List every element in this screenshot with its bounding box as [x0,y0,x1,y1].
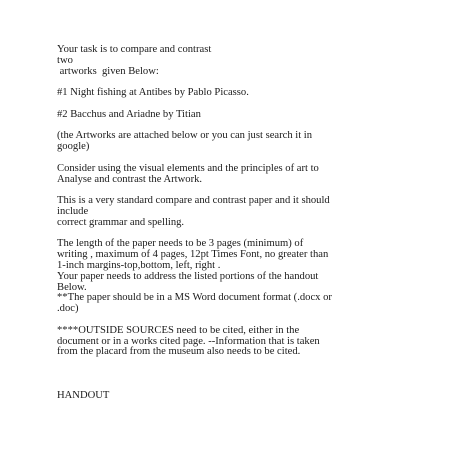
sources-line: from the placard from the museum also needs to be cited. [57,346,301,358]
sources-line: document or in a works cited page. --Information that is taken [57,335,320,347]
requirements-line: 1-inch margins-top,bottom, left, right . [57,259,221,271]
standard-paper-paragraph [57,196,447,228]
visual-elements-line: Consider using the visual elements and the principles of art to [57,162,319,174]
standard-paper-line: include [57,205,89,217]
document-body [57,45,447,401]
requirements-paragraph [57,239,447,315]
intro-line: Your task is to compare and contrast [57,44,212,55]
artwork-2-line: #2 Bacchus and Ariadne by Titian [57,108,201,120]
attached-note-line: (the Artworks are attached below or you can just search it in [57,130,313,142]
artwork-1-line: #1 Night fishing at Antibes by Pablo Picasso. [57,87,249,99]
requirements-line: writing , maximum of 4 pages, 12pt Times Font, no greater than [57,249,329,261]
sources-paragraph [57,326,447,358]
intro-line: artworks given Below: [57,65,159,77]
attached-note-line: google) [57,141,90,153]
standard-paper-line: correct grammar and spelling. [57,216,185,228]
requirements-line: **The paper should be in a MS Word document format (.docx or [57,292,332,304]
requirements-line: Your paper needs to address the listed portions of the handout [57,270,319,282]
requirements-line: .doc) [57,303,79,315]
sources-line: ****OUTSIDE SOURCES need to be cited, either in the [57,324,300,336]
visual-elements-line: Analyse and contrast the Artwork. [57,173,203,185]
requirements-line: Below. [57,281,87,293]
visual-elements-paragraph [57,164,447,186]
requirements-line: The length of the paper needs to be 3 pages (minimum) of [57,238,304,250]
attached-note-paragraph [57,131,447,153]
standard-paper-line: This is a very standard compare and contrast paper and it should [57,195,330,207]
intro-line: two [57,54,73,66]
handout-heading: HANDOUT [57,389,110,401]
intro-paragraph [57,45,447,77]
